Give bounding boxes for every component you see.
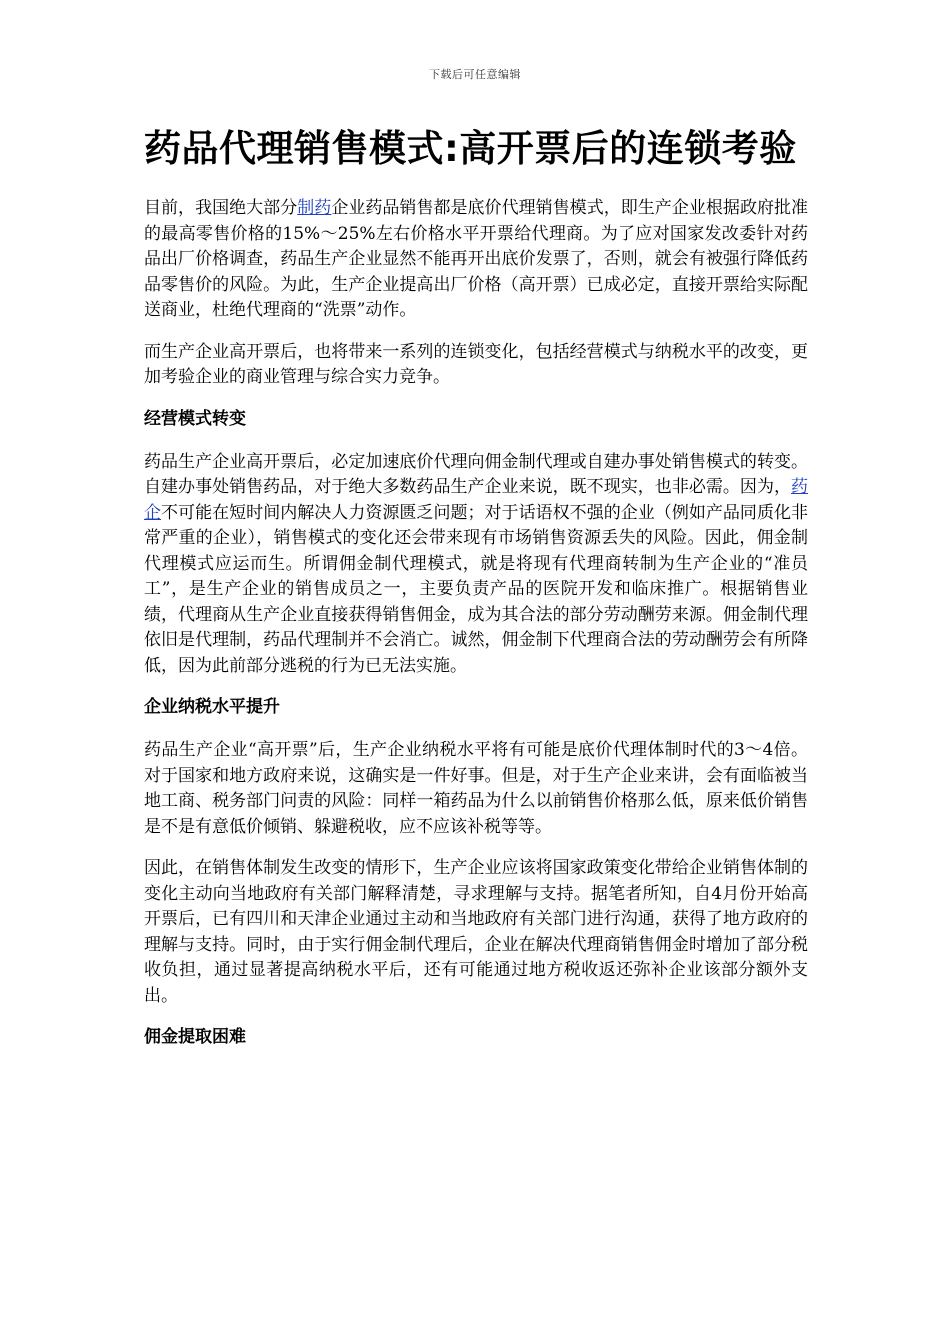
article-title: 药品代理销售模式:高开票后的连锁考验 xyxy=(144,127,797,170)
paragraph-chain-change: 而生产企业高开票后，也将带来一系列的连锁变化，包括经营模式与纳税水平的改变，更加考验企业的商业管理与综合实力竞争。 xyxy=(144,341,808,387)
section-heading-business-model: 经营模式转变 xyxy=(144,408,246,429)
paragraph-text: 企业药品销售都是底价代理销售模式，即生产企业根据政府批准的最高零售价格的15%～25%左右价格水平开票给代理商。为了应对国家发改委针对药品出厂价格调查，药品生产企业显然不能再开出底价发票了，否则，就会有被强行降低药品零售价的风险。为此，生产企业提高出厂价格（高开票）已成必定，直接开票给实际配送商业，杜绝代理商的“洗票”动作。 xyxy=(144,198,809,320)
paragraph-intro xyxy=(144,196,808,324)
paragraph-text: 不可能在短时间内解决人力资源匮乏问题；对于话语权不强的企业（例如产品同质化非常严重的企业），销售模式的变化还会带来现有市场销售资源丢失的风险。因此，佣金制代理模式应运而生。所谓佣金制代理模式，就是将现有代理商转制为生产企业的“准员工”，是生产企业的销售成员之一，主要负责产品的医院开发和临床推广。根据销售业绩，代理商从生产企业直接获得销售佣金，成为其合法的部分劳动酬劳来源。佣金制代理依旧是代理制，药品代理制并不会消亡。诚然，佣金制下代理商合法的劳动酬劳会有所降低，因为此前部分逃税的行为已无法实施。 xyxy=(144,502,809,676)
link-pharma-company[interactable]: 药企 xyxy=(144,477,808,523)
section-heading-commission: 佣金提取困难 xyxy=(144,1027,246,1047)
page-header-note: 下载后可任意编辑 xyxy=(429,68,521,81)
paragraph-business-model xyxy=(144,450,808,680)
paragraph-text: 目前，我国绝大部分 xyxy=(144,198,298,218)
article-body xyxy=(144,126,808,1068)
paragraph-text: 药品生产企业高开票后，必定加速底价代理向佣金制代理或自建办事处销售模式的转变。自建办事处销售药品，对于绝大多数药品生产企业来说，既不现实，也非必需。因为， xyxy=(144,451,808,497)
paragraph-tax-1: 药品生产企业“高开票”后，生产企业纳税水平将有可能是底价代理体制时代的3～4倍。对于国家和地方政府来说，这确实是一件好事。但是，对于生产企业来讲，会有面临被当地工商、税务部门问责的风险：同样一箱药品为什么以前销售价格那么低，原来低价销售是不是有意低价倾销、躲避税收，应不应该补税等等。 xyxy=(144,740,808,837)
section-heading-tax: 企业纳税水平提升 xyxy=(144,697,280,717)
link-pharma[interactable]: 制药 xyxy=(297,198,332,218)
paragraph-tax-2: 因此，在销售体制发生改变的情形下，生产企业应该将国家政策变化带给企业销售体制的变化主动向当地政府有关部门解释清楚，寻求理解与支持。据笔者所知，自4月份开始高开票后，已有四川和天津企业通过主动和当地政府有关部门进行沟通，获得了地方政府的理解与支持。同时，由于实行佣金制代理后，企业在解决代理商销售佣金时增加了部分税收负担，通过显著提高纳税水平后，还有可能通过地方税收返还弥补企业该部分额外支出。 xyxy=(144,858,808,1006)
